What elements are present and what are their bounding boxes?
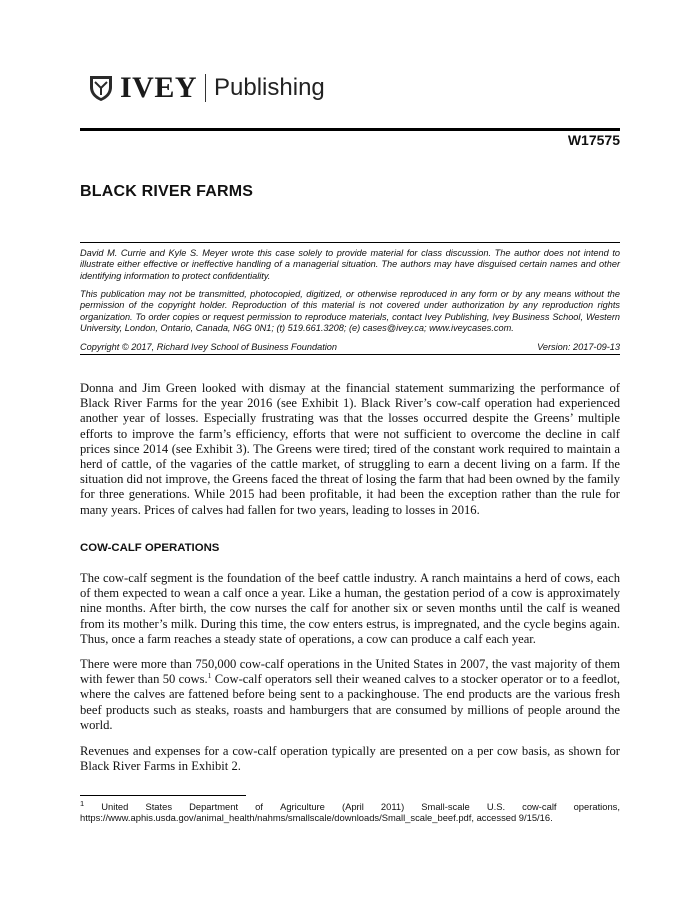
footnote-word: States <box>145 801 173 812</box>
footnote-url-line[interactable]: https://www.aphis.usda.gov/animal_health/nahms/smallscale/downloads/Small_scale_beef.pdf, accessed 9/15/16. <box>80 812 553 824</box>
footnote-reference[interactable]: 1 <box>207 671 212 681</box>
body-paragraph-2 <box>80 657 620 733</box>
paragraph-2-continued: Cow-calf operators sell their weaned calves to a stocker operator or to a feedlot, where the calves are fattened before being sent to a packinghouse. The end products are the various fresh beef products such as steaks, roasts and hamburgers that are consumed by millions of people around the world. <box>80 672 621 732</box>
footnote-word: United <box>101 801 129 812</box>
footnote-word: Small-scale <box>421 801 470 812</box>
copyright-row <box>80 342 620 352</box>
crest-icon <box>88 74 114 102</box>
body-paragraph-1: The cow-calf segment is the foundation of the beef cattle industry. A ranch maintains a herd of cows, each of them expected to wean a calf once a year. Like a human, the gestation period of a cow is approximately nine months. After birth, the cow nurses the calf for another six or seven months until the calf is weaned from its mother’s milk. During this time, the cow enters estrus, is impregnated, and the cycle begins again. Thus, once a farm reaches a steady state of operations, a cow can produce a calf each year. <box>80 571 620 646</box>
footnote-line-1 <box>80 798 620 812</box>
body-paragraph-3: Revenues and expenses for a cow-calf operation typically are presented on a per cow basis, as shown for Black River Farms in Exhibit 2. <box>80 744 620 774</box>
brand-name: IVEY <box>120 71 198 104</box>
footnote-number: 1 <box>80 798 85 808</box>
footnote-word: U.S. <box>486 801 506 812</box>
notes-top-rule <box>80 242 620 243</box>
version-text: Version: 2017-09-13 <box>537 342 620 352</box>
paragraph-2-text: There were more than 750,000 cow-calf operations in the United States in 2007, the vast majority of them with fewer than 50 cows. <box>80 657 620 687</box>
footnote-rule <box>80 795 246 796</box>
ivey-publishing-logo <box>88 70 325 106</box>
section-heading: COW-CALF OPERATIONS <box>80 542 220 554</box>
footnote-word: Department <box>189 801 239 812</box>
footnote-word: 2011) <box>380 801 405 812</box>
footnote-word: Agriculture <box>280 801 325 812</box>
copyright-text: Copyright © 2017, Richard Ivey School of Business Foundation <box>80 342 338 352</box>
notes-bottom-rule <box>80 354 620 355</box>
case-title: BLACK RIVER FARMS <box>80 183 254 200</box>
footnote-word: (April <box>341 801 364 812</box>
footnote-word: operations, <box>573 801 620 812</box>
footnote-word: cow-calf <box>522 801 557 812</box>
logo-divider <box>205 74 206 102</box>
authorship-note: David M. Currie and Kyle S. Meyer wrote this case solely to provide material for class discussion. The author does not intend to illustrate either effective or ineffective handling of a managerial situation. The authors may have disguised certain names and other identifying information to protect confidentiality. <box>80 248 620 281</box>
publisher-name: Publishing <box>214 74 325 101</box>
footnote <box>80 798 620 824</box>
case-number: W17575 <box>567 132 620 148</box>
footnote-word: of <box>255 801 263 812</box>
permissions-note: This publication may not be transmitted, photocopied, digitized, or otherwise reproduced in any form or by any means without the permission of the copyright holder. Reproduction of this material is not covered under authorization by any reproduction rights organization. To order copies or request permission to reproduce materials, contact Ivey Publishing, Ivey Business School, Western University, London, Ontario, Canada, N6G 0N1; (t) 519.661.3208; (e) cases@ivey.ca; www.iveycases.com. <box>80 289 620 333</box>
intro-paragraph: Donna and Jim Green looked with dismay at the financial statement summarizing the performance of Black River Farms for the year 2016 (see Exhibit 1). Black River’s cow-calf operation had experienced another year of losses. Especially frustrating was that the losses occurred despite the Greens’ multiple efforts to improve the farm’s efficiency, efforts that were not sufficient to overcome the decline in calf prices since 2014 (see Exhibit 3). The Greens were tired; tired of the constant work required to maintain a herd of cattle, of the vagaries of the cattle market, of struggling to earn a decent living on a farm. If the situation did not improve, the Greens faced the threat of losing the farm that had been owned by the family for three generations. While 2015 had been profitable, it had been the exception rather than the rule for many years. Prices of calves had fallen for two years, leading to losses in 2016. <box>80 381 620 517</box>
header-rule <box>80 128 620 131</box>
